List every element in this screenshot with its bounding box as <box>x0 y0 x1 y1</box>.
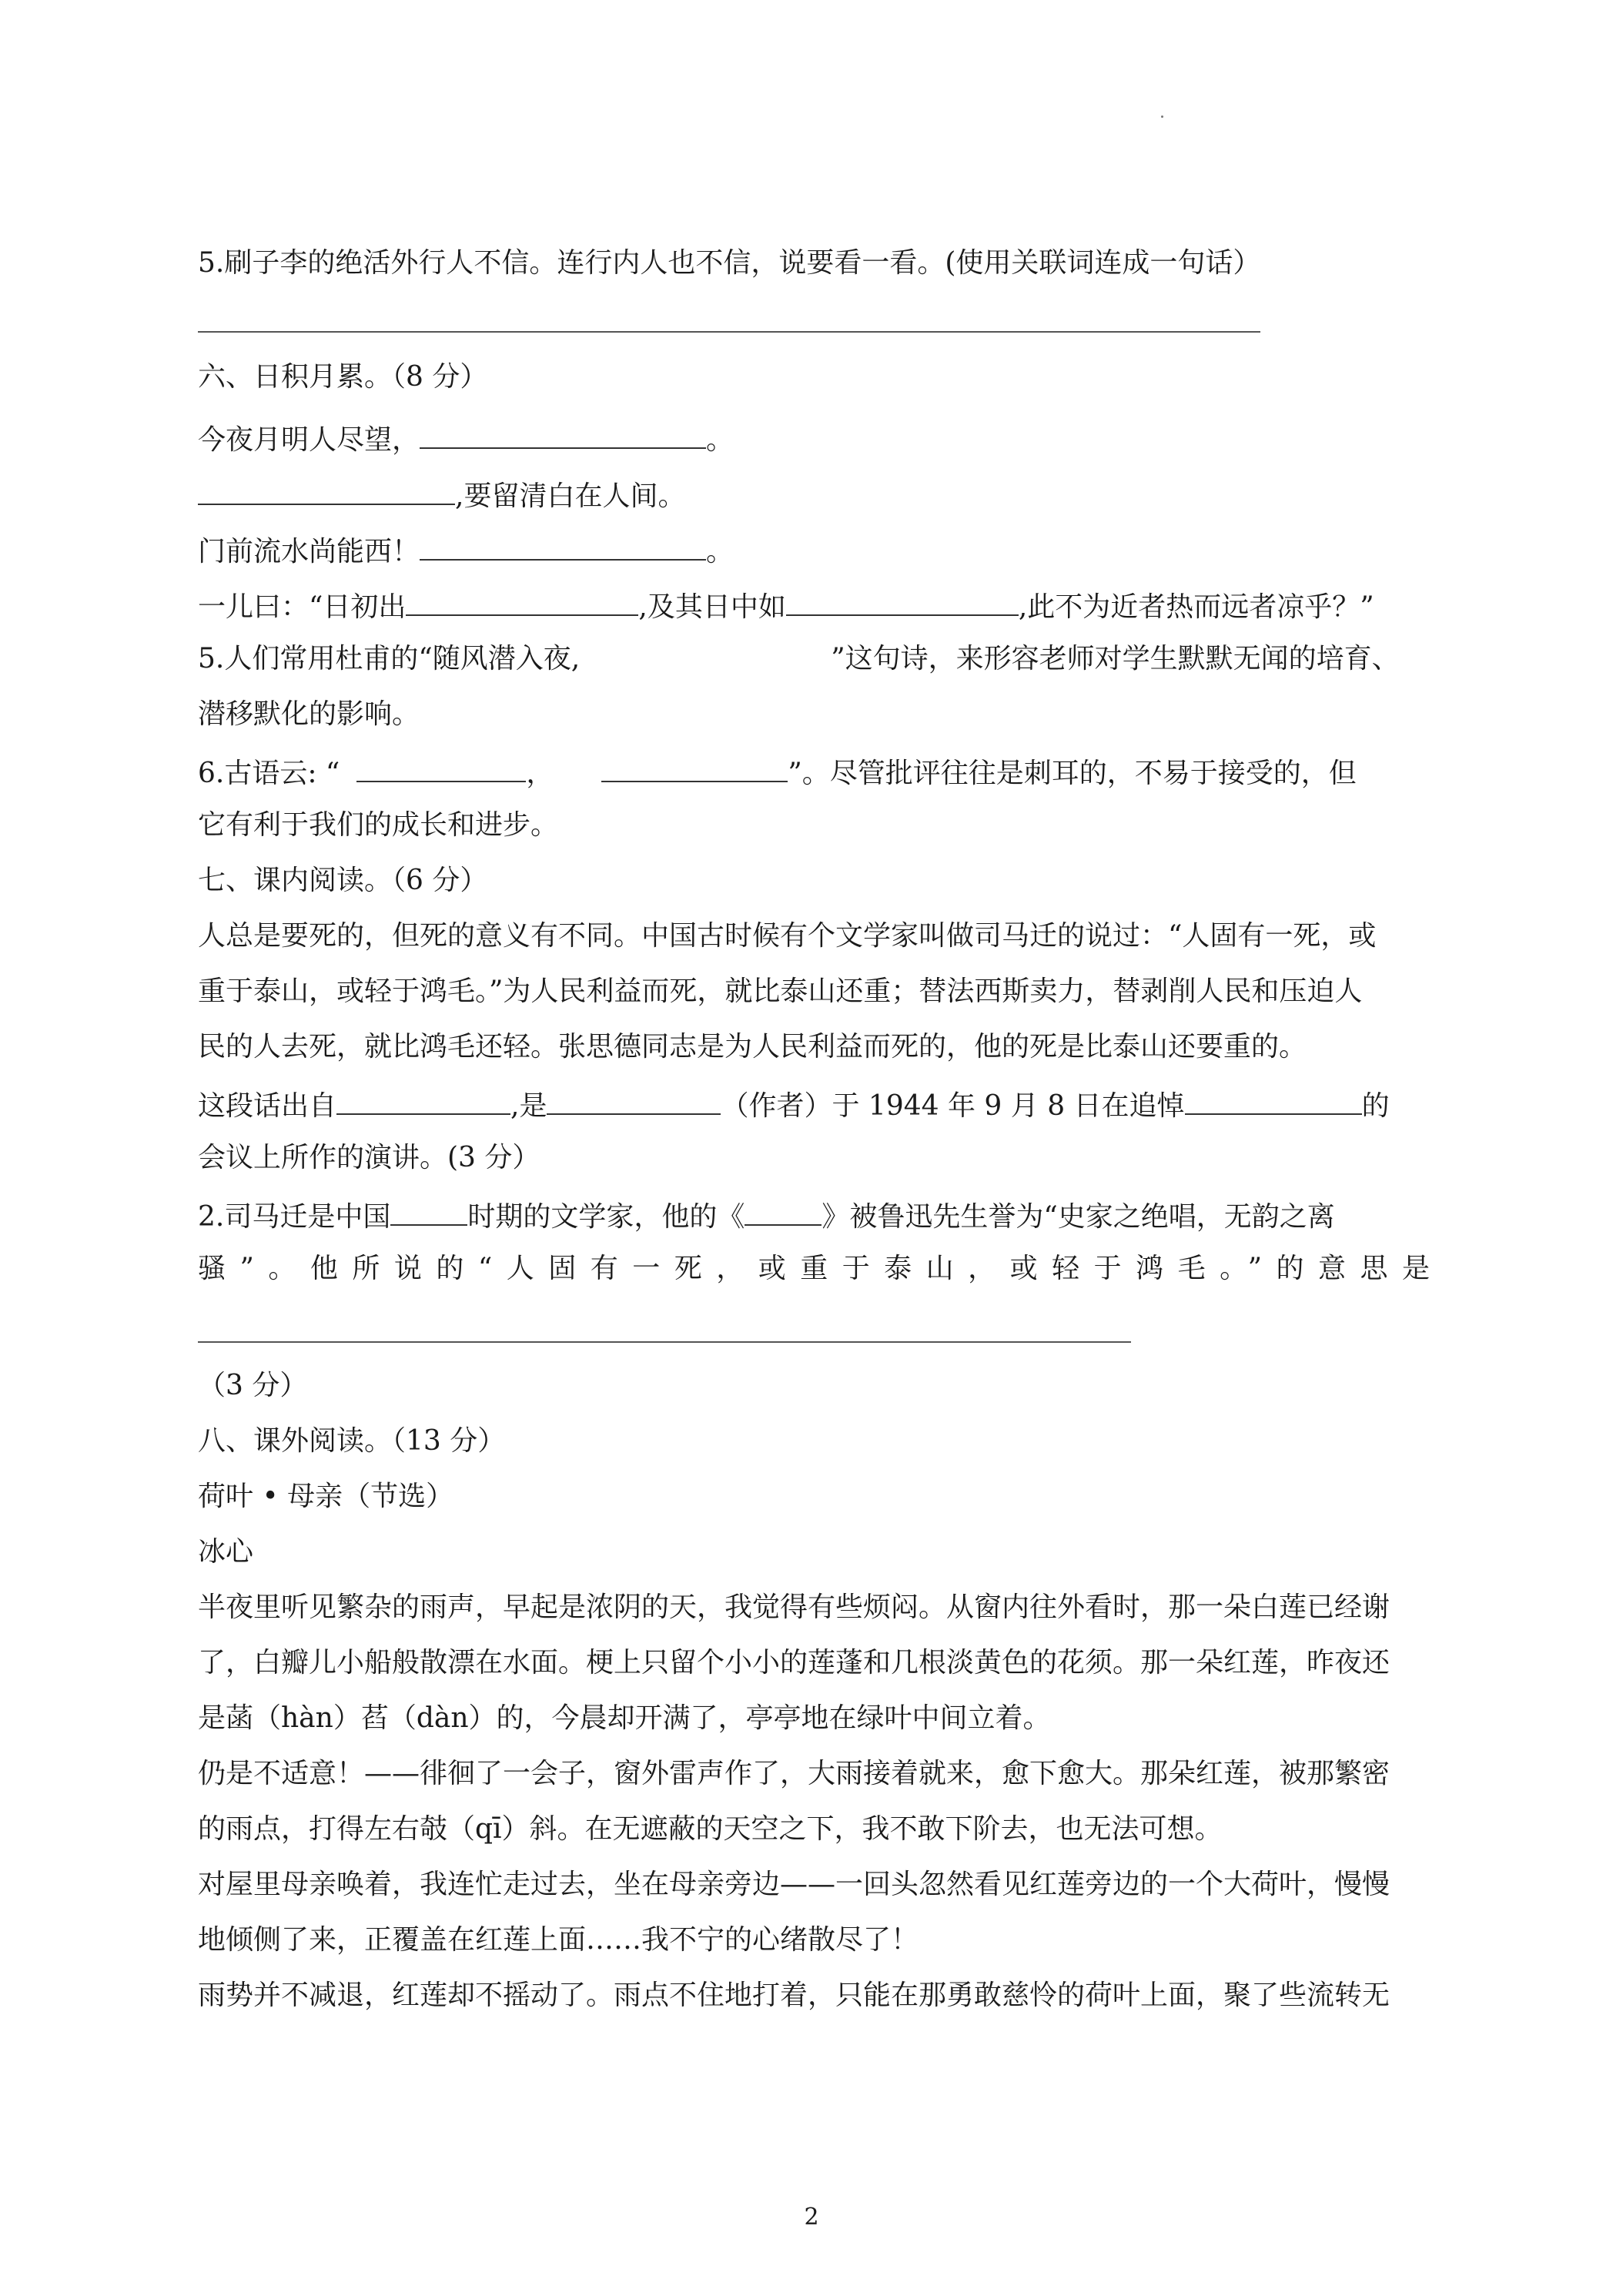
article-line: 雨势并不减退，红莲却不摇动了。雨点不住地打着，只能在那勇敢慈怜的荷叶上面，聚了些流转无 <box>198 1980 1390 2011</box>
q1-source-cont: 会议上所作的演讲。(3 分） <box>198 1142 540 1173</box>
text: 。 <box>706 536 735 567</box>
text: （作者）于 1944 年 9 月 8 日在追悼 <box>721 1090 1185 1122</box>
fill-blank[interactable] <box>745 1195 822 1226</box>
text: 时期的文学家，他的《 <box>467 1201 745 1233</box>
text: 5.人们常用杜甫的“随风潜入夜, <box>198 643 581 674</box>
answer-line <box>198 1341 1131 1343</box>
q2-score: （3 分） <box>198 1370 308 1401</box>
fill-blank[interactable] <box>390 1195 467 1226</box>
fill-blank[interactable] <box>356 751 526 782</box>
passage-line: 重于泰山，或轻于鸿毛。”为人民利益而死，就比泰山还重；替法西斯卖力，替剥削人民和压迫人 <box>198 976 1363 1007</box>
q5-poem <box>198 641 1430 678</box>
page-number: 2 <box>804 2204 819 2231</box>
fill-blank[interactable] <box>420 530 706 561</box>
section-7-title: 七、课内阅读。（6 分） <box>198 865 488 896</box>
scan-speck <box>1161 115 1163 118</box>
passage-line: 人总是要死的，但死的意义有不同。中国古时候有个文学家叫做司马迁的说过：“人固有一死，或 <box>198 920 1377 952</box>
q6-proverb-cont: 它有利于我们的成长和进步。 <box>198 809 559 841</box>
text: ,及其日中如 <box>638 591 786 623</box>
q5-connect-text: 5.刷子李的绝活外行人不信。连行内人也不信，说要看一看。(使用关联词连成一句话） <box>198 247 1261 279</box>
article-line: 仍是不适意！——徘徊了一会子，窗外雷声作了，大雨接着就来，愈下愈大。那朵红莲，被那繁密 <box>198 1758 1390 1789</box>
poem-line-3 <box>198 530 1430 571</box>
fill-blank[interactable] <box>1185 1084 1362 1115</box>
article-line: 是菡（hàn）萏（dàn）的，今晨却开满了，亭亭地在绿叶中间立着。 <box>198 1702 1051 1734</box>
section-8-title: 八、课外阅读。（13 分） <box>198 1425 506 1457</box>
article-line: 半夜里听见繁杂的雨声，早起是浓阴的天，我觉得有些烦闷。从窗内往外看时，那一朵白莲已经谢 <box>198 1591 1390 1623</box>
fill-blank[interactable] <box>601 751 788 782</box>
answer-line <box>198 331 1260 333</box>
text: 的 <box>1361 1090 1390 1122</box>
text: 》被鲁迅先生誉为“史家之绝唱，无韵之离 <box>822 1201 1335 1233</box>
poem-line-1 <box>198 418 1430 459</box>
text: ,此不为近者热而远者凉乎？” <box>1018 591 1374 623</box>
article-line: 对屋里母亲唤着，我连忙走过去，坐在母亲旁边——一回头忽然看见红莲旁边的一个大荷叶，慢慢 <box>198 1869 1390 1900</box>
text: ， <box>526 758 554 789</box>
fill-blank[interactable] <box>420 418 706 449</box>
text: ,是 <box>510 1090 547 1122</box>
text: 6.古语云: “ <box>198 758 340 789</box>
poem-line-4 <box>198 585 1430 626</box>
article-line: 了，白瓣儿小船般散漂在水面。梗上只留个小小的莲蓬和几根淡黄色的花须。那一朵红莲，昨夜还 <box>198 1647 1390 1678</box>
passage-line: 民的人去死，就比鸿毛还轻。张思德同志是为人民利益而死的，他的死是比泰山还要重的。 <box>198 1031 1307 1063</box>
article-line: 地倾侧了来，正覆盖在红莲上面……我不宁的心绪散尽了！ <box>198 1924 919 1956</box>
q2-simaqian-cont: 骚”。他所说的“人固有一死，或重于泰山，或轻于鸿毛。”的意思是 <box>198 1253 1430 1284</box>
text: ”这句诗，来形容老师对学生默默无闻的培育、 <box>831 643 1400 674</box>
fill-blank[interactable] <box>406 585 638 616</box>
article-author: 冰心 <box>198 1536 254 1568</box>
q6-proverb <box>198 751 1430 792</box>
q2-simaqian <box>198 1195 1430 1236</box>
article-title: 荷叶 • 母亲（节选） <box>198 1481 454 1512</box>
fill-blank[interactable] <box>336 1084 510 1115</box>
section-6-title: 六、日积月累。（8 分） <box>198 361 488 393</box>
text: 今夜月明人尽望， <box>198 424 420 456</box>
text: ”。尽管批评往往是刺耳的，不易于接受的，但 <box>788 758 1357 789</box>
fill-blank[interactable] <box>198 474 455 505</box>
fill-blank[interactable] <box>547 1084 721 1115</box>
article-line: 的雨点，打得左右攲（qī）斜。在无遮蔽的天空之下，我不敢下阶去，也无法可想。 <box>198 1813 1223 1845</box>
text: 一儿曰：“日初出 <box>198 591 407 623</box>
text: ,要留清白在人间。 <box>455 480 686 512</box>
fill-blank[interactable] <box>786 585 1019 616</box>
poem-line-2 <box>198 474 1430 515</box>
q5-poem-cont: 潜移默化的影响。 <box>198 698 420 730</box>
q1-source <box>198 1084 1430 1125</box>
text: 2.司马迁是中国 <box>198 1201 391 1233</box>
text: 门前流水尚能西！ <box>198 536 420 567</box>
text: 。 <box>706 424 735 456</box>
text: 这段话出自 <box>198 1090 337 1122</box>
